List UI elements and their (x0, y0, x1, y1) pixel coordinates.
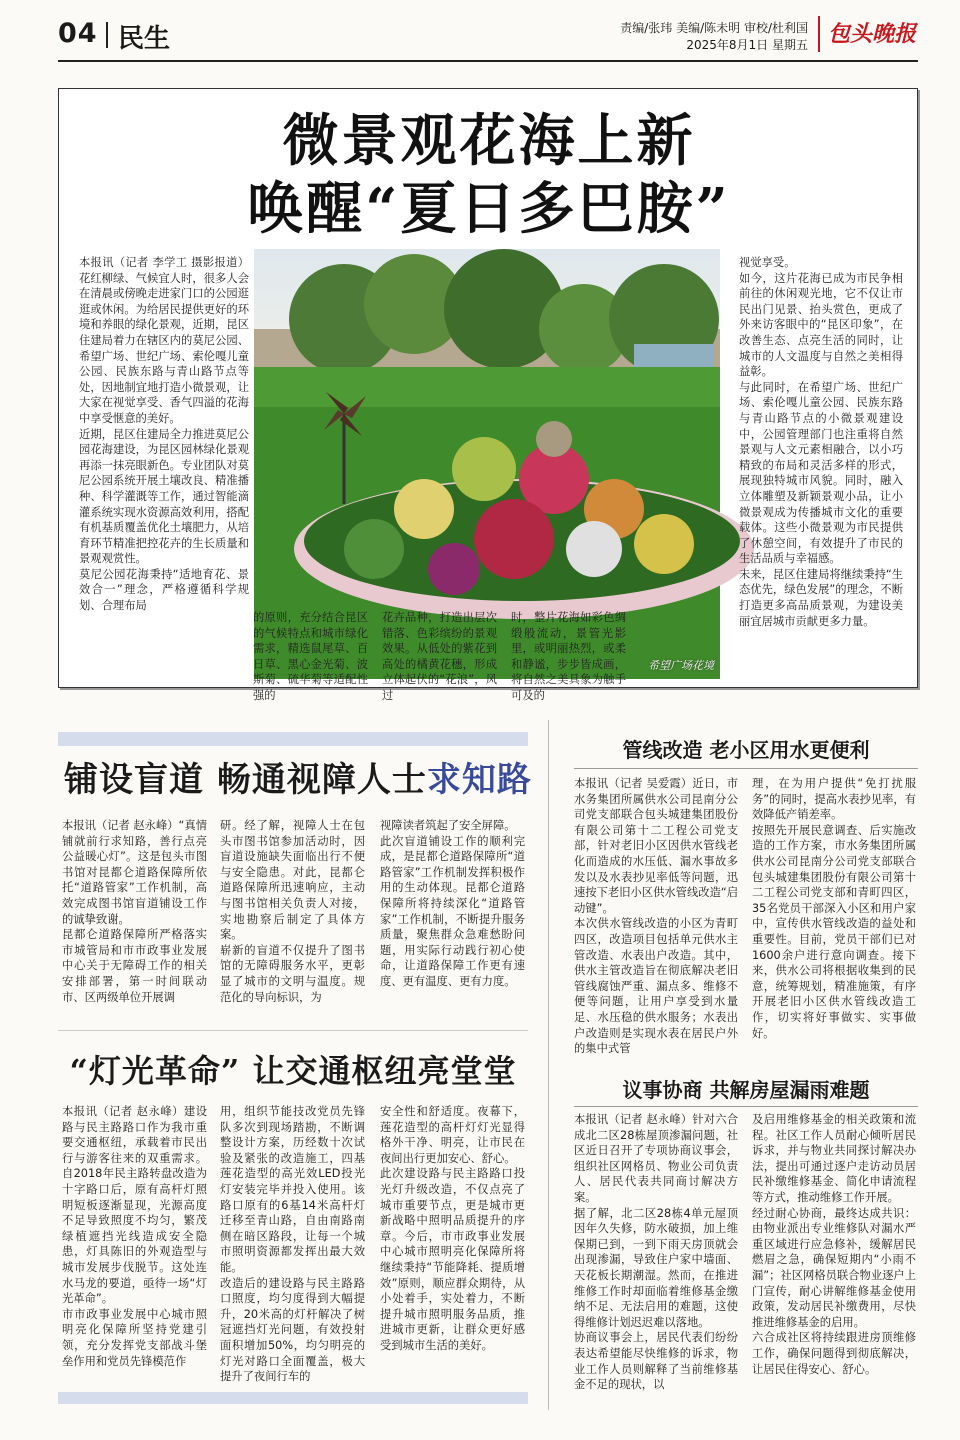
light-column-1: 本报讯（记者 赵永峰）建设路与民主路路口作为我市重要交通枢纽，承载着市民出行与游客往来的双重需求。自2018年民主路转盘改造为十字路口后，原有高杆灯照明短板逐渐显现，光源高度不足导致照度不均匀，繁茂绿植遮挡光线造成安全隐患，灯具陈旧的外观造型与城市发展步伐脱节。这处连水马龙的要道，亟待一场“灯光革命”。 市市政事业发展中心城市照明亮化保障所坚持党建引领，充分发挥党支部战斗堡垒作用和党员先锋模范作 (62, 1105, 207, 1368)
blind-road-headline-accent: 求知路 (426, 760, 532, 800)
date-line: 2025年8月1日 星期五 (686, 38, 808, 52)
pipe-headline-rule (574, 768, 918, 769)
page-separator (106, 22, 108, 48)
consultation-column-2: 及启用维修基金的相关政策和流程。社区工作人员耐心倾听居民诉求，并与物业共同探讨解决办法，提出可通过逐户走访动员居民补缴维修基金、简化申请流程等方式，推动维修工作开展。 经过耐心协商，最终达成共识：由物业派出专业维修队对漏水严重区域进行应急修补，缓解居民燃眉之急，确保短期内“小雨不漏”；社区网格员联合物业逐户上门宣传，耐心讲解维修基金使用政策，发动居民补缴费用，尽快推进维修基金的启用。 六合成社区将持续跟进房顶维修工作，确保问题得到彻底解决，让居民住得安心、舒心。 (752, 1113, 917, 1376)
consultation-column-1: 本报讯（记者 赵永峰）针对六合成北二区28栋屋顶渗漏问题，社区近日召开了专项协商议事会，组织社区网格员、物业公司负责人、居民代表共同商讨解决方案。 据了解，北二区28栋4单元屋顶因年久失修，防水破损，加上维保期已到，一到下雨天房顶就会出现渗漏，导致住户家中墙面、天花板长期潮湿。然而，在推进维修工作时却面临着维修基金缴纳不足、无法启用的难题，这使得维修计划迟迟难以落地。 协商议事会上，居民代表们纷纷表达希望能尽快维修的诉求，物业工作人员则解释了当前维修基金不足的现状，以 (574, 1113, 738, 1392)
feature-column-5: 视觉享受。 如今，这片花海已成为市民争相前往的休闲观光地，它不仅让市民出门见景、抬头赏色，更成了外来访客眼中的“昆区印象”，在改善生态、点亮生活的同时，让城市的人文温度与自然之美相得益彰。 与此同时，在希望广场、世纪广场、索伦嘎儿童公园、民族东路与青山路节点的小微景观建设中，公园管理部门也注重将自然景观与人文元素相融合，以小巧精致的布局和灵活多样的形式，展现独特城市风貌。同时，融入立体雕塑及新颖景观小品，让小微景观成为传播城市文化的重要载体。这些小微景观为市民提供了休憩空间，有效提升了市民的生活品质与幸福感。 未来，昆区住建局将继续秉持“生态优先，绿色发展”的理念，不断打造更多高品质景观，为建设美丽宜居城市贡献更多力量。 (739, 256, 904, 628)
light-revolution-headline: “灯光革命” 让交通枢纽亮堂堂 (69, 1052, 517, 1090)
feature-headline (59, 107, 919, 243)
feature-column-3: 花卉品种，打造出层次错落、色彩缤纷的景观效果。从低处的紫花到高处的橘黄花穗，形成立体起伏的“花浪”，风过 (382, 611, 497, 702)
feature-headline-line1: 微景观花海上新 (282, 108, 696, 174)
light-column-3: 安全性和舒适度。夜幕下，莲花造型的高杆灯灯光显得格外干净、明亮，让市民在夜间出行更加安心、舒心。 此次建设路与民主路路口投光灯升级改造，不仅点亮了城市重要节点，更是城市更新战略中照明品质提升的序章。今后，市市政事业发展中心城市照明亮化保障所将继续秉持“节能降耗、提质增效”原则，顺应群众期待，从小处着手，实处着力，不断提升城市照明服务品质，推进城市更新，让群众更好感受到城市生活的美好。 (380, 1105, 525, 1352)
pipe-renovation-headline: 管线改造 老小区用水更便利 (622, 738, 870, 762)
page-number: 04 (58, 18, 98, 49)
section-band (58, 732, 528, 746)
masthead (58, 12, 918, 58)
pipe-column-1: 本报讯（记者 吴爱霞）近日，市水务集团所属供水公司昆南分公司党支部联合包头城建集团股份有限公司第十二工程公司党支部，针对老旧小区因供水管线老化而造成的水压低、漏水事故多发以及水表抄见率低等问题，迅速按下老旧小区供水管线改造“启动键”。 本次供水管线改造的小区为青町四区，改造项目包括单元供水主管改造、水表出户改造。其中，供水主管改造旨在彻底解决老旧管线腐蚀严重、漏点多、维修不便等问题，让用户享受到水量足、水压稳的供水服务；水表出户改造则是实现水表在居民户外的集中式管 (574, 777, 739, 1056)
blind-road-headline-main: 铺设盲道 畅通视障人士 (64, 760, 427, 800)
photo-caption: 希望广场花境 (648, 659, 714, 672)
feature-column-4: 时，整片花海如彩色绸缎般流动，景管光影里，或明丽热烈，或柔和静谧，步步皆成画，将自然之美具象为触手可及的 (511, 611, 626, 702)
article-divider (58, 1030, 528, 1031)
bottom-band (58, 1392, 528, 1404)
masthead-rule (58, 60, 918, 62)
editors-credit (620, 20, 808, 54)
pipe-column-2: 理，在为用户提供“免打扰服务”的同时，提高水表抄见率，有效降低产销差率。 按照先开展民意调查、后实施改造的工作方案，市水务集团所属供水公司昆南分公司党支部联合包头城建集团股份有限公司第十二工程公司党支部和青町四区，35名党员干部深入小区和用户家中，宣传供水管线改造的益处和重要性。目前，党员干部们已对1600余户进行意向调查。接下来，供水公司将根据收集到的民意，统筹规划，精准施策，有序开展老旧小区供水管线改造工作，切实将好事做实、实事做好。 (752, 777, 917, 1040)
light-column-2: 用，组织节能技改党员先锋队多次到现场踏勘，不断调整设计方案，历经数十次试验及紧张的改造施工，四基莲花造型的高光效LED投光灯安装完毕并投入使用。该路口原有的6基14米高杆灯迁移至青山路，自由南路南侧在暗区路段，让每一个城市照明资源都发挥出最大效能。 改造后的建设路与民主路路口照度，均匀度得到大幅提升，20米高的灯杆解决了树冠遮挡灯光问题，有效投射面积增加50%，均匀明亮的灯光对路口全面覆盖，极大提升了夜间行车的 (220, 1105, 365, 1384)
feature-headline-line2: 唤醒“夏日多巴胺” (247, 176, 731, 242)
feature-column-1: 本报讯（记者 李学工 摄影报道）花红柳绿、气候宜人时，很多人会在清晨或傍晚走进家门口的公园逛逛或休闲。为给居民提供更好的环境和养眼的绿化景观，近期，昆区住建局着力在辖区内的莫尼公园、希望广场、世纪广场、索伦嘎儿童公园、民族东路与青山路节点等处，因地制宜地打造小微景观，让大家在视觉享受、香气四溢的花海中享受惬意的美好。 近期，昆区住建局全力推进莫尼公园花海建设，为昆区园林绿化景观再添一抹亮眼新色。专业团队对莫尼公园系统开展土壤改良、精准播种、科学灌溉等工作，通过智能滴灌系统实现水资源高效利用，搭配有机基质覆盖优化土壤肥力，从培育环节精准把控花卉的生长质量和景观观赏性。 莫尼公园花海秉持“适地育花、景效合一”理念，严格遵循科学规划、合理布局 (79, 256, 249, 613)
blind-road-column-2: 研。经了解，视障人士在包头市图书馆参加活动时，因盲道设施缺失面临出行不便与安全隐患。对此，昆都仑道路保障所迅速响应，主动与图书馆相关负责人对接，实地勘察后制定了具体方案。 崭新的盲道不仅提升了图书馆的无障碍服务水平，更彰显了城市的文明与温度。规范化的导向标识，为 (220, 819, 365, 1004)
talk-headline-rule (574, 1106, 918, 1107)
section-name: 民生 (118, 24, 171, 54)
feature-article (58, 88, 918, 702)
blind-road-column-1: 本报讯（记者 赵永峰）“真情铺就前行求知路，善行点亮公益暖心灯”。这是包头市图书馆对昆都仑道路保障所依托“道路管家”工作机制，高效完成图书馆盲道铺设工作的诚挚致谢。 昆都仑道路保障所严格落实市城管局和市市政事业发展中心关于无障碍工作的相关安排部署，第一时间联动市、区两级单位开展调 (62, 819, 208, 1004)
consultation-headline: 议事协商 共解房屋漏雨难题 (622, 1078, 870, 1102)
editors-line: 责编/张玮 美编/陈未明 审校/杜利国 (620, 21, 808, 35)
column-divider (548, 720, 549, 1410)
blind-road-column-3: 视障读者筑起了安全屏障。 此次盲道铺设工作的顺利完成，是昆都仑道路保障所“道路管家”工作机制发挥积极作用的生动体现。昆都仑道路保障所将持续深化“道路管家”工作机制，不断提升服务质量，聚焦群众急难愁盼问题，用实际行动践行初心使命，让道路保障工作更有速度、更有温度、更有力度。 (380, 819, 525, 988)
blind-road-headline (64, 752, 534, 801)
feature-column-2: 的原则，充分结合昆区的气候特点和城市绿化需求，精选鼠尾草、百日草、黑心金光菊、波斯菊、硫华菊等适配性强的 (253, 611, 368, 702)
newspaper-logo: 包头晚报 (818, 16, 918, 52)
